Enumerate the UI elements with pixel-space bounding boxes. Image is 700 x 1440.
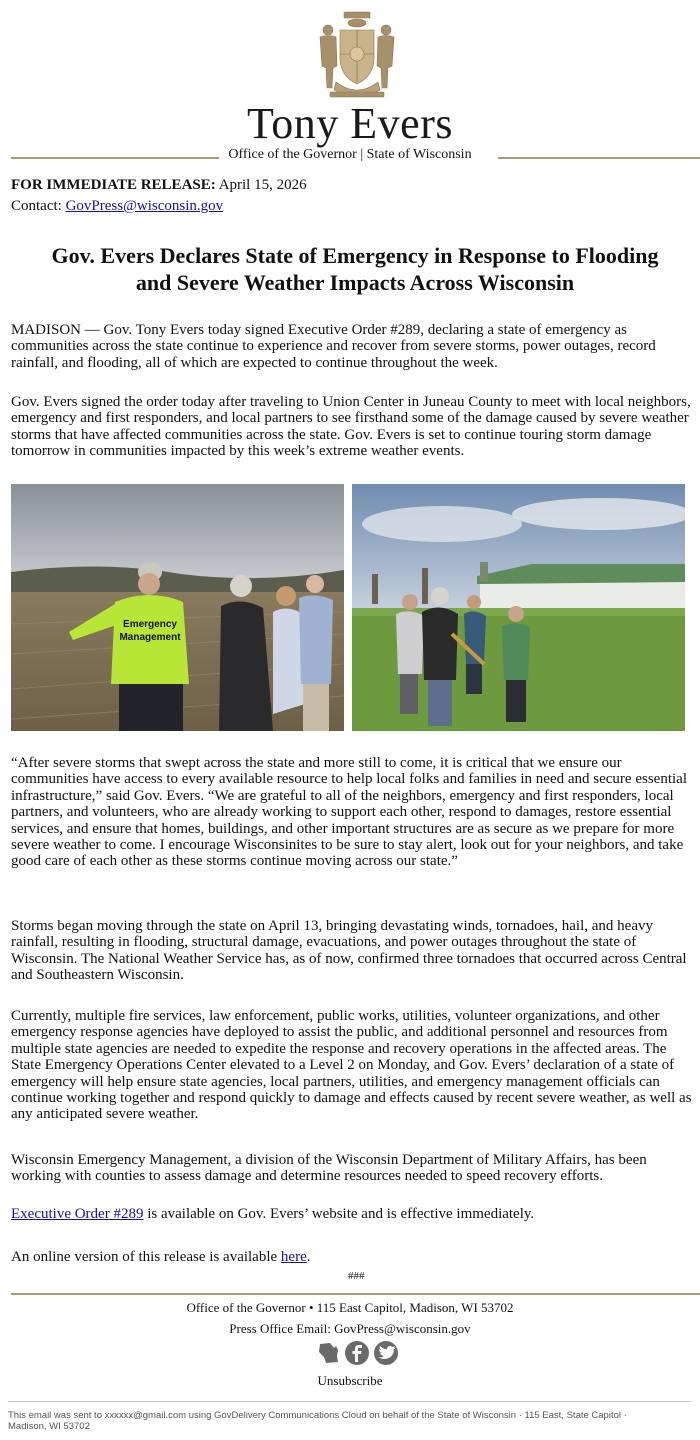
- footer-address: Office of the Governor • 115 East Capitol, Madison, WI 53702: [186, 1300, 514, 1315]
- governor-name: Tony Evers: [247, 99, 453, 148]
- paragraph-8: [11, 1249, 697, 1265]
- release-block: [11, 175, 307, 217]
- contact-email-link[interactable]: GovPress@wisconsin.gov: [65, 198, 224, 214]
- contact-label: Contact:: [11, 198, 62, 214]
- online-version-link[interactable]: here: [280, 1249, 307, 1265]
- shirt-text-2: Management: [119, 632, 181, 643]
- paragraph-2: Gov. Evers signed the order today after traveling to Union Center in Juneau County to meet with local neighbors, emergency and first responders, and local partners to see firsthand some of the damage caused by severe weather storms that have affected communities across the state. Gov. Evers is set to continue touring storm damage tomorrow in communities impacted by this week’s extreme weather events.: [11, 394, 691, 460]
- footer-rule: [11, 1293, 700, 1295]
- footer-press-email: Press Office Email: GovPress@wisconsin.gov: [229, 1321, 471, 1336]
- photo-farm-visit: [352, 484, 685, 731]
- release-date: April 15, 2026: [218, 177, 307, 193]
- executive-order-link[interactable]: Executive Order #289: [11, 1206, 144, 1222]
- social-icons: [316, 1340, 400, 1366]
- release-date-line: [11, 175, 307, 196]
- paragraph-8-end: .: [306, 1249, 311, 1265]
- headline: [15, 242, 695, 296]
- office-line: Office of the Governor | State of Wisconsin: [228, 147, 472, 162]
- wisconsin-state-seal-icon: [310, 10, 404, 102]
- online-version-text: An online version of this release is available: [11, 1249, 281, 1265]
- delivery-disclaimer: This email was sent to xxxxxx@gmail.com using GovDelivery Communications Cloud on behalf of the State of Wisconsin · 115 East, State Capitol · Madison, WI 53702: [8, 1410, 627, 1432]
- disclaimer-rule: [8, 1401, 692, 1402]
- paragraph-1: MADISON — Gov. Tony Evers today signed Executive Order #289, declaring a state of emergency as communities across the state continue to experience and recover from severe storms, power outages, record rainfall, and flooding, all of which are expected to continue throughout the week.: [11, 322, 656, 371]
- paragraph-7: [11, 1206, 697, 1222]
- paragraph-7-text: is available on Gov. Evers’ website and is effective immediately.: [143, 1206, 535, 1222]
- paragraph-6: Wisconsin Emergency Management, a division of the Wisconsin Department of Military Affairs, has been working with counties to assess damage and determine resources needed to speed recovery efforts.: [11, 1152, 647, 1185]
- facebook-icon[interactable]: [345, 1341, 369, 1365]
- release-label: FOR IMMEDIATE RELEASE:: [11, 177, 216, 193]
- paragraph-3-quote: “After severe storms that swept across the state and more still to come, it is critical that we ensure our communities have access to every available resource to help local folks and families in need and secure essential infrastructure,” said Gov. Evers. “We are grateful to all of the neighbors, emergency and first responders, local partners, and volunteers, who are already working to support each other, respond to damages, restore essential services, and ensure that homes, buildings, and other important structures are as secure as we prepare for more severe weather to come. I encourage Wisconsinites to be sure to stay alert, look out for your neighbors, and take good care of each other as these storms continue moving across our state.”: [11, 755, 687, 870]
- paragraph-4: Storms began moving through the state on April 13, bringing devastating winds, tornadoes, hail, and heavy rainfall, resulting in flooding, structural damage, evacuations, and power outages throughout the state of Wisconsin. The National Weather Service has, as of now, confirmed three tornadoes that occurred across Central and Southeastern Wisconsin.: [11, 918, 687, 984]
- contact-line: [11, 196, 307, 217]
- paragraph-5: Currently, multiple fire services, law enforcement, public works, utilities, volunteer organizations, and other emergency response agencies have deployed to assist the public, and additional personnel and resources from multiple state agencies are needed to expedite the response and recovery operations in the affected areas. The State Emergency Operations Center elevated to a Level 2 on Monday, and Gov. Evers’ declaration of a state of emergency will help ensure state agencies, local partners, utilities, and emergency management officials can continue working together and respond quickly to damage and effects caused by recent severe weather, as well as any anticipated severe weather.: [11, 1008, 692, 1123]
- unsubscribe-link[interactable]: Unsubscribe: [317, 1373, 383, 1388]
- end-separator: ###: [348, 1270, 365, 1282]
- headline-line-1: Gov. Evers Declares State of Emergency in Response to Flooding: [51, 243, 659, 268]
- headline-line-2: and Severe Weather Impacts Across Wisconsin: [135, 270, 575, 295]
- shirt-text-1: Emergency: [123, 619, 177, 630]
- wisconsin-state-icon[interactable]: [319, 1343, 338, 1363]
- twitter-icon[interactable]: [374, 1341, 398, 1365]
- photo-field-visit: [11, 484, 344, 731]
